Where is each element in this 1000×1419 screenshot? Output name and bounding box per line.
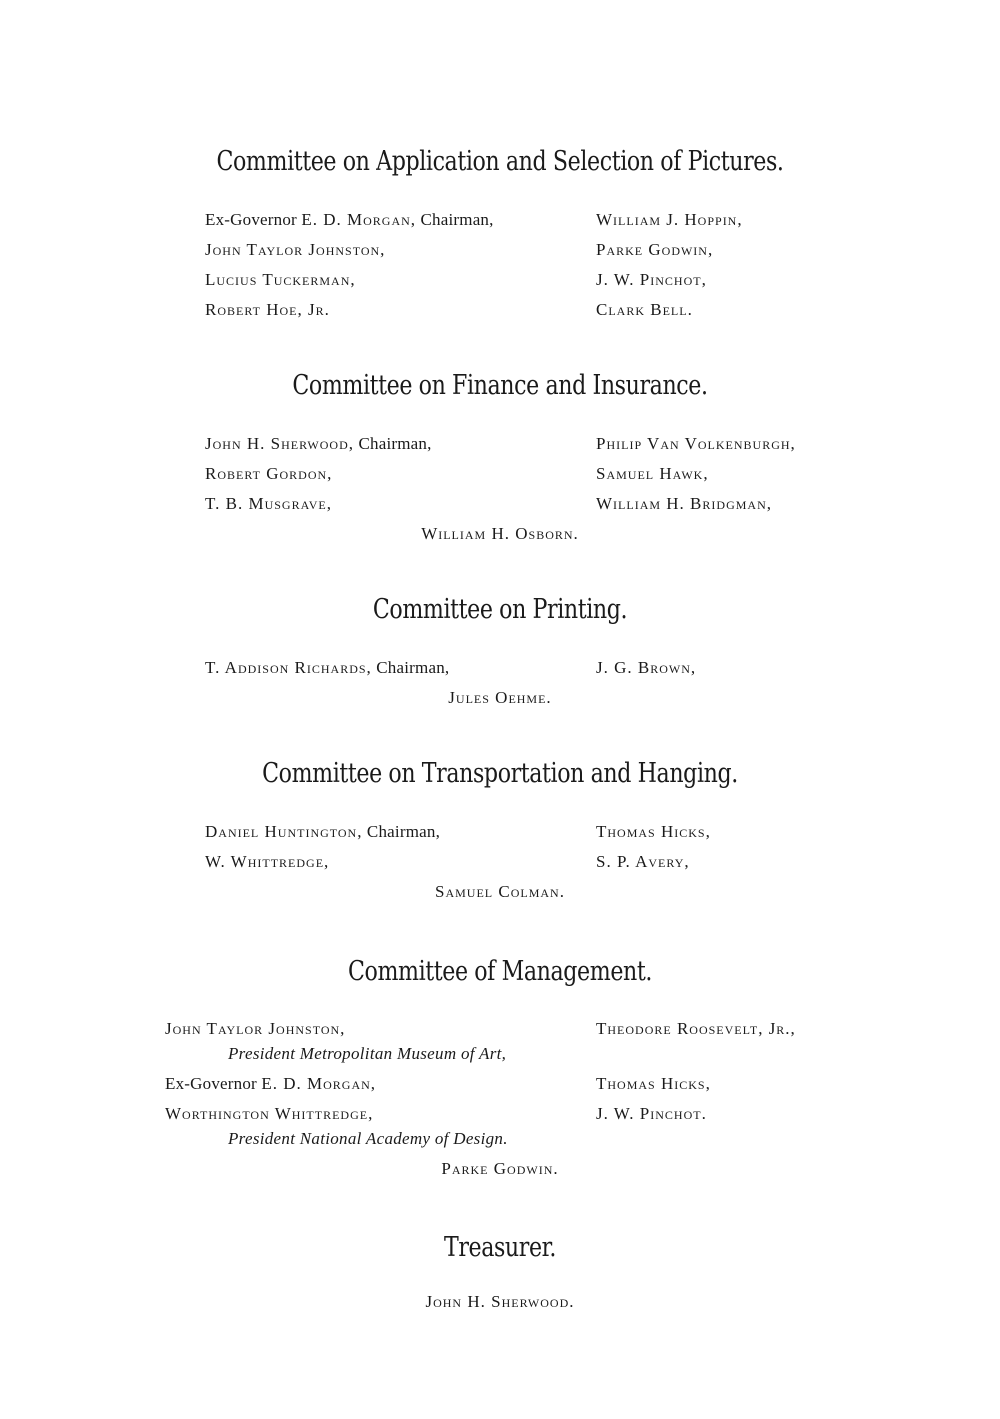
member-right-1: J. G. Brown,	[596, 658, 697, 677]
member-center: William H. Osborn.	[421, 524, 579, 543]
member-left-1: Ex-Governor E. D. Morgan, Chairman,	[205, 210, 494, 229]
heading-treasurer: Treasurer.	[443, 1232, 557, 1263]
member-right-1: Philip Van Volkenburgh,	[596, 434, 796, 453]
member-left-2: W. Whittredge,	[205, 852, 330, 871]
member-left-4: Robert Hoe, Jr.	[205, 300, 330, 319]
member-left-2: Robert Gordon,	[205, 464, 333, 483]
member-center: Jules Oehme.	[448, 688, 552, 707]
member-left-3: Worthington Whittredge,	[165, 1104, 374, 1123]
member-right-4: Clark Bell.	[596, 300, 693, 319]
member-left-1: T. Addison Richards, Chairman,	[205, 658, 450, 677]
member-left-1: John Taylor Johnston,	[165, 1019, 346, 1038]
member-left-1: Daniel Huntington, Chairman,	[205, 822, 441, 841]
treasurer-name: John H. Sherwood.	[425, 1292, 575, 1311]
member-left-2: Ex-Governor E. D. Morgan,	[165, 1074, 377, 1093]
member-right-1: Theodore Roosevelt, Jr.,	[596, 1019, 796, 1038]
heading-management-committee: Committee of Management.	[347, 956, 652, 987]
member-left-3-title: President National Academy of Design.	[228, 1129, 508, 1148]
heading-finance-committee: Committee on Finance and Insurance.	[292, 370, 708, 401]
heading-pictures-committee: Committee on Application and Selection of Pictures.	[216, 146, 784, 177]
member-right-2: S. P. Avery,	[596, 852, 690, 871]
member-right-1: William J. Hoppin,	[596, 210, 743, 229]
member-right-2: Parke Godwin,	[596, 240, 714, 259]
heading-transportation-committee: Committee on Transportation and Hanging.	[262, 758, 738, 789]
member-left-1-title: President Metropolitan Museum of Art,	[228, 1044, 507, 1063]
member-left-3: Lucius Tuckerman,	[205, 270, 356, 289]
member-right-2: Thomas Hicks,	[596, 1074, 711, 1093]
member-left-3: T. B. Musgrave,	[205, 494, 332, 513]
member-right-3: William H. Bridgman,	[596, 494, 772, 513]
member-right-3: J. W. Pinchot,	[596, 270, 707, 289]
heading-printing-committee: Committee on Printing.	[372, 594, 628, 625]
member-center: Parke Godwin.	[441, 1159, 559, 1178]
member-center: Samuel Colman.	[435, 882, 565, 901]
member-right-3: J. W. Pinchot.	[596, 1104, 707, 1123]
member-left-2: John Taylor Johnston,	[205, 240, 386, 259]
member-right-2: Samuel Hawk,	[596, 464, 709, 483]
member-right-1: Thomas Hicks,	[596, 822, 711, 841]
member-left-1: John H. Sherwood, Chairman,	[205, 434, 432, 453]
